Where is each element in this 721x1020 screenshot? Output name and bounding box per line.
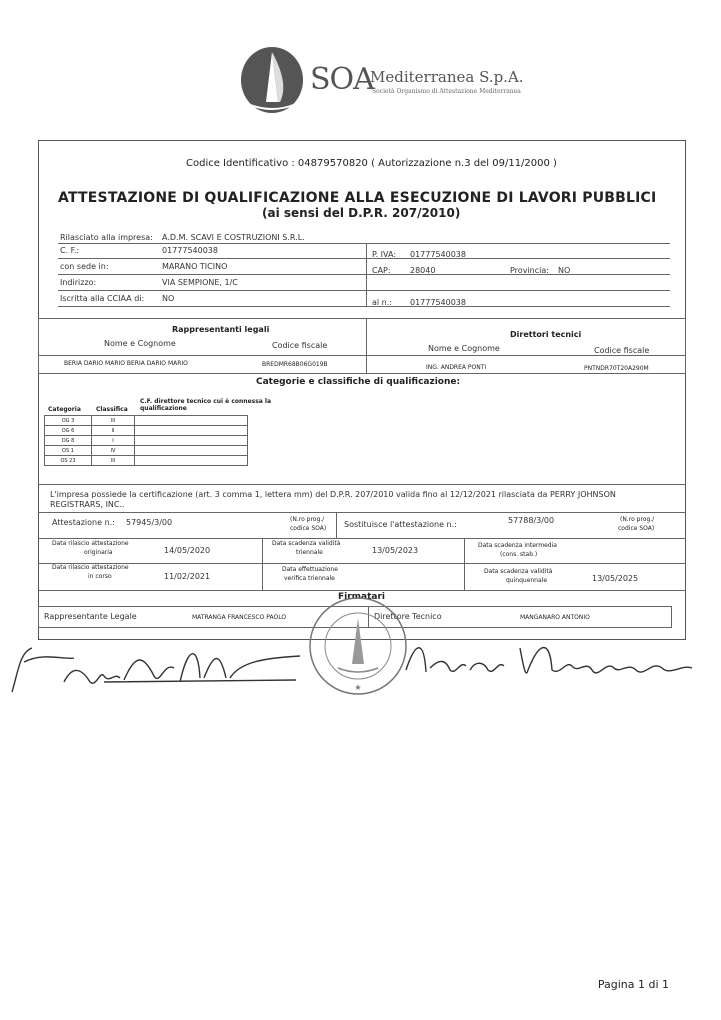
firmatari-rapp-label: Rappresentante Legale xyxy=(44,612,137,621)
attestazione-label: Attestazione n.: xyxy=(52,518,115,527)
rappresentanti-col-nome: Nome e Cognome xyxy=(104,339,176,348)
scad-quinq-value: 13/05/2025 xyxy=(592,574,639,583)
stamp-seal-icon xyxy=(306,594,410,698)
rilascio-orig-l1: Data rilascio attestazione xyxy=(52,540,129,547)
sede-value: MARANO TICINO xyxy=(162,262,228,271)
firmatari-dir-label: Direttore Tecnico xyxy=(374,612,442,621)
indirizzo-label: Indirizzo: xyxy=(60,278,97,287)
scad-quinq-l1: Data scadenza validità xyxy=(484,568,553,575)
cat-col-cf: C.F. direttore tecnico cui è connessa la qualificazione xyxy=(140,398,272,412)
scad-quinq-l2: quinquennale xyxy=(506,577,548,584)
rappresentante-nome: BERIA DARIO MARIO BERIA DARIO MARIO xyxy=(64,360,188,367)
sostituisce-prog-l2: codice SOA) xyxy=(618,525,655,532)
piva-label: P. IVA: xyxy=(372,250,397,259)
aln-label: al n.: xyxy=(372,298,392,307)
rappresentante-cf: BREDMR68B06G019B xyxy=(262,361,328,368)
direttore-cf: PNTNDR70T20A290M xyxy=(584,365,649,372)
document-title: ATTESTAZIONE DI QUALIFICAZIONE ALLA ESECUZIONE DI LAVORI PUBBLICI xyxy=(58,190,657,206)
indirizzo-value: VIA SEMPIONE, 1/C xyxy=(162,278,238,287)
sostituisce-value: 57788/3/00 xyxy=(508,516,555,525)
scad-trienn-l1: Data scadenza validità xyxy=(272,540,341,547)
provincia-value: NO xyxy=(558,266,571,275)
direttori-col-cf: Codice fiscale xyxy=(594,346,650,355)
attestazione-prog-l1: (N.ro prog./ xyxy=(290,516,325,523)
cap-label: CAP: xyxy=(372,266,391,275)
cciaa-label: Iscritta alla CCIAA di: xyxy=(60,294,145,303)
firmatari-dir-value: MANGANARO ANTONIO xyxy=(520,614,590,621)
rappresentanti-col-cf: Codice fiscale xyxy=(272,341,328,350)
sostituisce-label: Sostituisce l'attestazione n.: xyxy=(344,520,457,529)
rilascio-corso-l1: Data rilascio attestazione xyxy=(52,564,129,571)
verifica-l2: verifica triennale xyxy=(284,575,335,582)
cciaa-value: NO xyxy=(162,294,175,303)
signature-rappresentante-icon xyxy=(4,632,304,708)
table-row: OS 23 III xyxy=(45,456,248,466)
table-row: OG 8 I xyxy=(45,436,248,446)
cf-value: 01777540038 xyxy=(162,246,218,255)
scad-interm-l2: (cons. stab.) xyxy=(500,551,538,558)
firmatari-heading: Firmatari xyxy=(338,592,386,602)
scad-trienn-value: 13/05/2023 xyxy=(372,546,419,555)
verifica-l1: Data effettuazione xyxy=(282,566,338,573)
scad-interm-l1: Data scadenza intermedia xyxy=(478,542,557,549)
rilasciato-label: Rilasciato alla impresa: xyxy=(60,233,153,242)
logo-name: Mediterranea S.p.A. xyxy=(370,68,524,86)
sede-label: con sede in: xyxy=(60,262,109,271)
sostituisce-prog-l1: (N.ro prog./ xyxy=(620,516,655,523)
certificazione-line2: REGISTRARS, INC.. xyxy=(50,500,125,509)
categorie-table xyxy=(44,415,248,466)
firmatari-rapp-value: MATRANGA FRANCESCO PAOLO xyxy=(192,614,287,621)
categorie-heading: Categorie e classifiche di qualificazione: xyxy=(256,377,461,387)
scad-trienn-l2: triennale xyxy=(296,549,323,556)
signature-direttore-icon xyxy=(400,630,700,690)
rilascio-orig-value: 14/05/2020 xyxy=(164,546,211,555)
table-row: OG 6 II xyxy=(45,426,248,436)
attestazione-prog-l2: codice SOA) xyxy=(290,525,327,532)
codice-identificativo: Codice Identificativo : 04879570820 ( Autorizzazione n.3 del 09/11/2000 ) xyxy=(186,158,557,169)
table-row: OG 3 III xyxy=(45,416,248,426)
logo-brand: SOA xyxy=(310,62,374,97)
page-number: Pagina 1 di 1 xyxy=(597,978,669,991)
provincia-label: Provincia: xyxy=(510,266,549,275)
cf-label: C. F.: xyxy=(60,246,80,255)
cap-value: 28040 xyxy=(410,266,436,275)
svg-text:★: ★ xyxy=(354,683,362,692)
piva-value: 01777540038 xyxy=(410,250,466,259)
table-row: OS 1 IV xyxy=(45,446,248,456)
cat-col-categoria: Categoria xyxy=(48,406,81,413)
rilascio-corso-l2: in corso xyxy=(88,573,112,580)
soa-logo-icon xyxy=(238,44,306,116)
rappresentanti-heading: Rappresentanti legali xyxy=(172,325,270,334)
direttore-nome: ING. ANDREA PONTI xyxy=(426,364,487,371)
logo-tagline: Società Organismo di Attestazione Mediterranea xyxy=(372,88,521,95)
direttori-col-nome: Nome e Cognome xyxy=(428,344,500,353)
rilascio-orig-l2: originaria xyxy=(84,549,113,556)
direttori-heading: Direttori tecnici xyxy=(510,330,582,339)
certificazione-line1: L'impresa possiede la certificazione (art. 3 comma 1, lettera mm) del D.P.R. 207/2010 valida fino al 12/12/2021 rilasciata da PERRY JOHNSON xyxy=(50,490,616,499)
rilascio-corso-value: 11/02/2021 xyxy=(164,572,211,581)
document-subtitle: (ai sensi del D.P.R. 207/2010) xyxy=(262,206,461,220)
attestazione-value: 57945/3/00 xyxy=(126,518,173,527)
aln-value: 01777540038 xyxy=(410,298,466,307)
cat-col-classifica: Classifica xyxy=(96,406,128,413)
rilasciato-value: A.D.M. SCAVI E COSTRUZIONI S.R.L. xyxy=(162,233,305,242)
